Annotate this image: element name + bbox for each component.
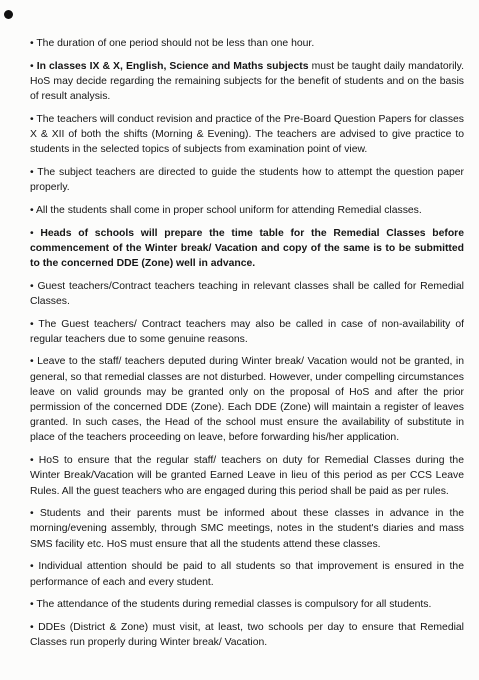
bullet-item [30, 354, 464, 445]
bullet-item [30, 112, 464, 158]
item-text: • Leave to the staff/ teachers deputed during Winter break/ Vacation would not be granted, in general, so that remedial classes are not disturbed. However, under compelling circumstances leave on valid grounds may be granted only on the proposal of HoS and after the prior permission of the concerned DDE (Zone). Each DDE (Zone) will maintain a register of leaves granted. In such cases, the Head of the school must ensure the availability of substitute in place of the teachers proceeding on leave, before forwarding his/her application. [30, 356, 464, 444]
item-text: • The subject teachers are directed to guide the students how to attempt the question paper properly. [30, 166, 464, 194]
item-text: • [30, 227, 41, 239]
item-text: • The duration of one period should not be less than one hour. [30, 38, 315, 49]
item-text: • HoS to ensure that the regular staff/ teachers on duty for Remedial Classes during the Winter Break/Vacation will be granted Earned Leave in lieu of this period as per CCS Leave Rules. All the guest teachers who are engaged during this period shall be paid as per rules. [30, 455, 464, 497]
bullet-item [30, 620, 464, 650]
item-text: • Guest teachers/Contract teachers teaching in relevant classes shall be called for Remedial Classes. [30, 280, 464, 307]
item-text: • The Guest teachers/ Contract teachers may also be called in case of non-availability of regular teachers due to some genuine reasons. [30, 318, 464, 345]
item-text: • [30, 60, 37, 72]
item-text: • The teachers will conduct revision and practice of the Pre-Board Question Papers for classes X & XII of both the shifts (Morning & Evening). The teachers are advised to give practice to students in the selected topics of subjects from examination point of view. [30, 113, 464, 156]
page-corner-dot [4, 10, 13, 19]
item-text: • DDEs (District & Zone) must visit, at least, two schools per day to ensure that Remedial Classes run properly during Winter break/ Vacation. [30, 622, 464, 649]
bullet-item [30, 226, 464, 272]
bullet-item [30, 59, 464, 105]
item-text: • The attendance of the students during remedial classes is compulsory for all students. [30, 599, 432, 611]
item-bold-text: In classes IX & X, English, Science and Maths subjects [36, 60, 309, 72]
item-bold-text: Heads of schools will prepare the time table for the Remedial Classes before commencement of the Winter break/ Vacation and copy of the same is to be submitted to the concerned DDE (Zone) well in advance. [30, 227, 464, 269]
bullet-item [30, 506, 464, 552]
bullet-item [30, 317, 464, 347]
item-text: • All the students shall come in proper school uniform for attending Remedial classes. [30, 204, 422, 216]
bullet-item [30, 165, 464, 195]
bullet-item [30, 279, 464, 309]
bullet-item [30, 453, 464, 499]
item-text-tail: must be taught daily mandatorily. HoS may decide regarding the remaining subjects for the benefit of students and on the basis of result analysis. [30, 60, 464, 103]
document-body [30, 36, 464, 658]
item-text: • Students and their parents must be informed about these classes in advance in the morning/evening assembly, through SMC meetings, notes in the student's diaries and mass SMS facility etc. HoS must ensure that all the students attend these classes. [30, 508, 464, 550]
bullet-item [30, 597, 464, 612]
item-text: • Individual attention should be paid to all students so that improvement is ensured in the performance of each and every student. [30, 561, 464, 588]
bullet-item [30, 36, 464, 51]
bullet-item [30, 203, 464, 218]
bullet-item [30, 559, 464, 589]
